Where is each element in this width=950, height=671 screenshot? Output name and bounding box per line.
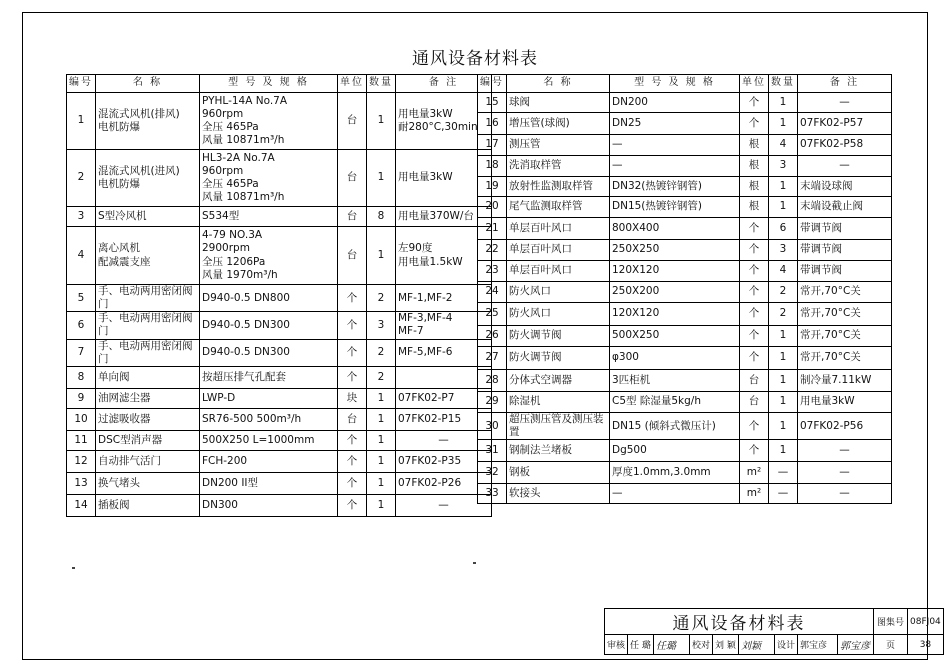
- row-spec: 500X250: [610, 326, 740, 347]
- row-spec: DN15 (倾斜式微压计): [610, 413, 740, 440]
- row-quantity: 1: [367, 450, 396, 472]
- row-spec: 500X250 L=1000mm: [200, 430, 338, 450]
- header-no: 编号: [67, 75, 96, 93]
- table-row: [478, 218, 892, 240]
- row-spec: C5型 除湿量5kg/h: [610, 392, 740, 413]
- row-number: 12: [67, 450, 96, 472]
- row-name: 混流式风机(进风) 电机防爆: [96, 150, 200, 207]
- row-quantity: 2: [367, 339, 396, 366]
- row-quantity: 1: [769, 177, 798, 197]
- row-quantity: 4: [769, 261, 798, 282]
- row-unit: 个: [740, 347, 769, 370]
- page-label: 页: [874, 635, 908, 655]
- row-number: 22: [478, 240, 507, 261]
- row-number: 6: [67, 312, 96, 339]
- table-row: [67, 366, 492, 388]
- row-name: 分体式空调器: [507, 370, 610, 392]
- row-number: 5: [67, 285, 96, 312]
- row-number: 2: [67, 150, 96, 207]
- table-row: [67, 339, 492, 366]
- row-note: 用电量3kW 耐280°C,30min: [396, 93, 492, 150]
- table-row: [478, 347, 892, 370]
- row-quantity: 1: [769, 440, 798, 462]
- row-number: 31: [478, 440, 507, 462]
- row-spec: LWP-D: [200, 388, 338, 408]
- row-note: 末端设截止阀: [798, 197, 892, 218]
- row-name: 换气堵头: [96, 472, 200, 494]
- row-quantity: 1: [769, 326, 798, 347]
- designer-name: 郭宝彦: [798, 635, 838, 655]
- row-quantity: —: [769, 484, 798, 504]
- row-note: 07FK02-P26: [396, 472, 492, 494]
- table-row: [478, 156, 892, 177]
- row-name: 单向阀: [96, 366, 200, 388]
- row-name: 手、电动两用密闭阀门: [96, 339, 200, 366]
- row-quantity: 1: [367, 388, 396, 408]
- row-spec: 4-79 NO.3A 2900rpm 全压 1206Pa 风量 1970m³/h: [200, 227, 338, 285]
- table-header-row: [67, 75, 492, 93]
- row-quantity: 1: [769, 413, 798, 440]
- row-spec: 3匹柜机: [610, 370, 740, 392]
- row-name: 钢制法兰堵板: [507, 440, 610, 462]
- row-note: 带调节阀: [798, 218, 892, 240]
- table-row: [478, 113, 892, 135]
- row-number: 16: [478, 113, 507, 135]
- row-quantity: 8: [367, 207, 396, 227]
- header-name: 名 称: [96, 75, 200, 93]
- row-unit: 个: [740, 218, 769, 240]
- row-spec: 按超压排气孔配套: [200, 366, 338, 388]
- row-unit: 个: [740, 282, 769, 303]
- row-name: 单层百叶风口: [507, 240, 610, 261]
- row-name: 自动排气活门: [96, 450, 200, 472]
- row-note: 常开,70°C关: [798, 282, 892, 303]
- row-name: 离心风机 配减震支座: [96, 227, 200, 285]
- table-row: [478, 197, 892, 218]
- table-row: [478, 135, 892, 156]
- table-header-row: [478, 75, 892, 93]
- scan-speck: [72, 567, 75, 569]
- row-number: 30: [478, 413, 507, 440]
- table-row: [478, 282, 892, 303]
- table-row: [67, 207, 492, 227]
- row-quantity: 1: [367, 472, 396, 494]
- row-name: 增压管(球阀): [507, 113, 610, 135]
- design-label: 设计: [775, 635, 798, 655]
- row-name: 单层百叶风口: [507, 218, 610, 240]
- row-number: 4: [67, 227, 96, 285]
- row-quantity: 1: [769, 392, 798, 413]
- row-quantity: 1: [367, 150, 396, 207]
- row-note: 制冷量7.11kW: [798, 370, 892, 392]
- row-note: —: [798, 93, 892, 113]
- row-unit: 个: [338, 472, 367, 494]
- header-unit: 单位: [740, 75, 769, 93]
- row-spec: Dg500: [610, 440, 740, 462]
- row-quantity: 1: [769, 370, 798, 392]
- table-row: [67, 430, 492, 450]
- row-number: 20: [478, 197, 507, 218]
- row-note: 07FK02-P56: [798, 413, 892, 440]
- row-quantity: 1: [367, 227, 396, 285]
- row-spec: DN200 II型: [200, 472, 338, 494]
- row-quantity: 1: [769, 93, 798, 113]
- row-quantity: 2: [367, 285, 396, 312]
- header-name: 名 称: [507, 75, 610, 93]
- row-number: 29: [478, 392, 507, 413]
- row-unit: 个: [338, 494, 367, 516]
- row-name: 测压管: [507, 135, 610, 156]
- row-number: 33: [478, 484, 507, 504]
- row-unit: 根: [740, 197, 769, 218]
- designer-signature: 郭宝彦: [838, 635, 874, 655]
- row-note: 左90度 用电量1.5kW: [396, 227, 492, 285]
- row-name: 防火调节阀: [507, 347, 610, 370]
- row-unit: 个: [338, 450, 367, 472]
- row-spec: 厚度1.0mm,3.0mm: [610, 462, 740, 484]
- row-unit: 个: [740, 326, 769, 347]
- row-quantity: 1: [367, 494, 396, 516]
- row-unit: 台: [740, 392, 769, 413]
- row-quantity: 4: [769, 135, 798, 156]
- table-row: [478, 177, 892, 197]
- row-note: MF-5,MF-6: [396, 339, 492, 366]
- row-quantity: 3: [367, 312, 396, 339]
- row-unit: 台: [338, 207, 367, 227]
- row-quantity: 1: [769, 347, 798, 370]
- row-unit: 个: [740, 261, 769, 282]
- row-name: DSC型消声器: [96, 430, 200, 450]
- row-spec: PYHL-14A No.7A 960rpm 全压 465Pa 风量 10871m³/h: [200, 93, 338, 150]
- row-spec: 120X120: [610, 303, 740, 326]
- row-quantity: 1: [769, 197, 798, 218]
- row-unit: 台: [338, 150, 367, 207]
- header-no: 编号: [478, 75, 507, 93]
- row-quantity: 6: [769, 218, 798, 240]
- row-unit: 个: [338, 339, 367, 366]
- row-number: 23: [478, 261, 507, 282]
- header-spec: 型 号 及 规 格: [200, 75, 338, 93]
- row-unit: 台: [338, 408, 367, 430]
- row-name: 除湿机: [507, 392, 610, 413]
- row-name: 防火风口: [507, 282, 610, 303]
- row-spec: —: [610, 484, 740, 504]
- row-name: 超压测压管及测压装置: [507, 413, 610, 440]
- row-name: 软接头: [507, 484, 610, 504]
- checker-name: 刘 颖: [713, 635, 739, 655]
- row-quantity: 3: [769, 156, 798, 177]
- row-name: 防火调节阀: [507, 326, 610, 347]
- row-unit: 根: [740, 156, 769, 177]
- row-spec: φ300: [610, 347, 740, 370]
- row-unit: 根: [740, 177, 769, 197]
- row-name: 放射性监测取样管: [507, 177, 610, 197]
- row-unit: 个: [740, 240, 769, 261]
- row-note: 07FK02-P15: [396, 408, 492, 430]
- checker-signature: 刘颖: [739, 635, 775, 655]
- reviewer-signature: 任璐: [654, 635, 690, 655]
- table-row: [478, 240, 892, 261]
- row-note: —: [396, 430, 492, 450]
- row-name: 油网滤尘器: [96, 388, 200, 408]
- row-note: —: [798, 156, 892, 177]
- row-name: 洗消取样管: [507, 156, 610, 177]
- header-note: 备 注: [396, 75, 492, 93]
- review-label: 审核: [605, 635, 628, 655]
- row-spec: 250X200: [610, 282, 740, 303]
- table-row: [67, 408, 492, 430]
- row-note: —: [798, 462, 892, 484]
- row-unit: 个: [740, 303, 769, 326]
- table-row: [478, 261, 892, 282]
- row-name: 手、电动两用密闭阀门: [96, 285, 200, 312]
- row-note: 07FK02-P7: [396, 388, 492, 408]
- row-quantity: 2: [769, 282, 798, 303]
- row-note: 07FK02-P35: [396, 450, 492, 472]
- row-unit: m²: [740, 462, 769, 484]
- row-quantity: 2: [367, 366, 396, 388]
- table-row: [478, 392, 892, 413]
- header-spec: 型 号 及 规 格: [610, 75, 740, 93]
- row-number: 15: [478, 93, 507, 113]
- table-row: [67, 450, 492, 472]
- row-spec: HL3-2A No.7A 960rpm 全压 465Pa 风量 10871m³/h: [200, 150, 338, 207]
- row-spec: —: [610, 135, 740, 156]
- row-unit: 根: [740, 135, 769, 156]
- row-number: 7: [67, 339, 96, 366]
- row-number: 14: [67, 494, 96, 516]
- row-number: 28: [478, 370, 507, 392]
- table-row: [67, 150, 492, 207]
- row-note: —: [396, 494, 492, 516]
- row-spec: DN200: [610, 93, 740, 113]
- table-row: [67, 285, 492, 312]
- table-row: [478, 440, 892, 462]
- row-number: 32: [478, 462, 507, 484]
- row-spec: DN300: [200, 494, 338, 516]
- reviewer-name: 任 璐: [628, 635, 654, 655]
- header-qty: 数量: [769, 75, 798, 93]
- row-spec: D940-0.5 DN300: [200, 339, 338, 366]
- row-number: 19: [478, 177, 507, 197]
- row-unit: 台: [740, 370, 769, 392]
- atlas-number: 08FJ04: [908, 609, 944, 635]
- table-row: [478, 326, 892, 347]
- row-note: —: [798, 440, 892, 462]
- row-number: 26: [478, 326, 507, 347]
- row-spec: —: [610, 156, 740, 177]
- row-name: 防火风口: [507, 303, 610, 326]
- header-qty: 数量: [367, 75, 396, 93]
- row-note: 常开,70°C关: [798, 303, 892, 326]
- row-name: S型冷风机: [96, 207, 200, 227]
- row-note: 07FK02-P57: [798, 113, 892, 135]
- row-number: 18: [478, 156, 507, 177]
- row-unit: 个: [338, 312, 367, 339]
- row-number: 24: [478, 282, 507, 303]
- row-quantity: 1: [367, 430, 396, 450]
- row-name: 球阀: [507, 93, 610, 113]
- row-number: 25: [478, 303, 507, 326]
- row-note: 常开,70°C关: [798, 347, 892, 370]
- row-name: 插板阀: [96, 494, 200, 516]
- row-number: 11: [67, 430, 96, 450]
- header-unit: 单位: [338, 75, 367, 93]
- row-number: 3: [67, 207, 96, 227]
- row-unit: 个: [338, 285, 367, 312]
- table-row: [478, 484, 892, 504]
- row-number: 13: [67, 472, 96, 494]
- page-number: 38: [908, 635, 944, 655]
- row-note: 用电量3kW: [396, 150, 492, 207]
- row-unit: 块: [338, 388, 367, 408]
- row-unit: 个: [740, 113, 769, 135]
- table-row: [67, 472, 492, 494]
- row-name: 单层百叶风口: [507, 261, 610, 282]
- row-note: 带调节阀: [798, 261, 892, 282]
- page-title: 通风设备材料表: [412, 49, 538, 69]
- row-unit: 个: [338, 430, 367, 450]
- table-row: [67, 494, 492, 516]
- row-spec: DN15(热镀锌钢管): [610, 197, 740, 218]
- row-unit: 台: [338, 227, 367, 285]
- row-quantity: 1: [769, 113, 798, 135]
- row-name: 尾气监测取样管: [507, 197, 610, 218]
- row-spec: 250X250: [610, 240, 740, 261]
- row-number: 17: [478, 135, 507, 156]
- row-spec: DN25: [610, 113, 740, 135]
- row-number: 1: [67, 93, 96, 150]
- row-note: 末端设球阀: [798, 177, 892, 197]
- row-name: 过滤吸收器: [96, 408, 200, 430]
- table-row: [478, 303, 892, 326]
- row-spec: D940-0.5 DN800: [200, 285, 338, 312]
- row-note: 带调节阀: [798, 240, 892, 261]
- row-spec: D940-0.5 DN300: [200, 312, 338, 339]
- row-quantity: 2: [769, 303, 798, 326]
- title-block-title: 通风设备材料表: [605, 609, 874, 635]
- row-quantity: 3: [769, 240, 798, 261]
- material-table-left: [66, 74, 492, 517]
- row-number: 8: [67, 366, 96, 388]
- row-name: 手、电动两用密闭阀门: [96, 312, 200, 339]
- table-row: [67, 227, 492, 285]
- row-name: 混流式风机(排风) 电机防爆: [96, 93, 200, 150]
- table-row: [67, 312, 492, 339]
- row-spec: 120X120: [610, 261, 740, 282]
- row-spec: SR76-500 500m³/h: [200, 408, 338, 430]
- row-unit: 个: [740, 440, 769, 462]
- row-quantity: —: [769, 462, 798, 484]
- row-unit: m²: [740, 484, 769, 504]
- row-number: 9: [67, 388, 96, 408]
- table-row: [478, 370, 892, 392]
- row-note: MF-3,MF-4 MF-7: [396, 312, 492, 339]
- table-row: [478, 462, 892, 484]
- row-spec: DN32(热镀锌钢管): [610, 177, 740, 197]
- row-spec: FCH-200: [200, 450, 338, 472]
- row-quantity: 1: [367, 93, 396, 150]
- row-note: 用电量3kW: [798, 392, 892, 413]
- header-note: 备 注: [798, 75, 892, 93]
- atlas-label: 图集号: [874, 609, 908, 635]
- table-row: [478, 93, 892, 113]
- row-note: 常开,70°C关: [798, 326, 892, 347]
- title-block: [604, 608, 944, 655]
- row-note: 用电量370W/台: [396, 207, 492, 227]
- check-label: 校对: [690, 635, 713, 655]
- row-unit: 台: [338, 93, 367, 150]
- row-spec: 800X400: [610, 218, 740, 240]
- row-unit: 个: [740, 93, 769, 113]
- row-number: 21: [478, 218, 507, 240]
- row-note: MF-1,MF-2: [396, 285, 492, 312]
- row-number: 10: [67, 408, 96, 430]
- row-note: —: [798, 484, 892, 504]
- row-number: 27: [478, 347, 507, 370]
- row-unit: 个: [740, 413, 769, 440]
- row-spec: S534型: [200, 207, 338, 227]
- row-quantity: 1: [367, 408, 396, 430]
- table-row: [67, 388, 492, 408]
- scan-speck: [473, 562, 476, 564]
- material-table-right: [477, 74, 892, 504]
- table-row: [478, 413, 892, 440]
- row-note: 07FK02-P58: [798, 135, 892, 156]
- row-name: 钢板: [507, 462, 610, 484]
- table-row: [67, 93, 492, 150]
- row-unit: 个: [338, 366, 367, 388]
